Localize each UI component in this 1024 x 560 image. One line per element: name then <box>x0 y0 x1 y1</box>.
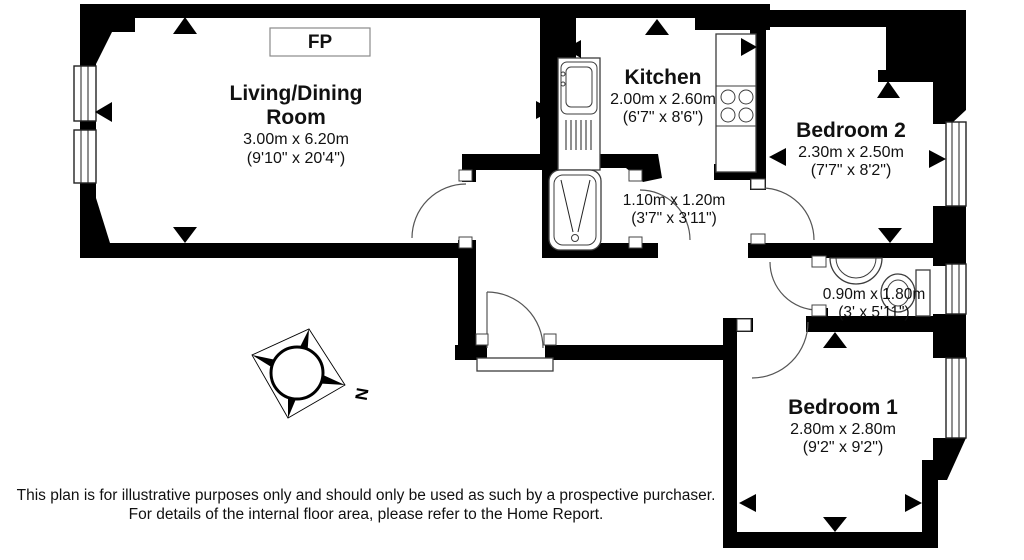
disclaimer-line1: This plan is for illustrative purposes only and should only be used as such by a prospective purchaser. <box>16 487 716 504</box>
compass-north-label: N <box>350 386 372 402</box>
bedroom2-dims-imperial: (7'7" x 8'2") <box>810 162 892 179</box>
living-room-label <box>230 82 363 167</box>
fireplace-label: FP <box>307 32 333 53</box>
disclaimer <box>17 487 716 523</box>
bedroom2-arrow-left <box>769 148 786 166</box>
kitchen-dims-imperial: (6'7" x 8'6") <box>622 109 704 126</box>
bathroom-label <box>623 192 726 227</box>
living-room-dims-imperial: (9'10" x 20'4") <box>246 150 346 167</box>
entrance-door <box>476 292 556 371</box>
living-arrow-left <box>95 102 112 122</box>
bathroom-dims-imperial: (3'7" x 3'11") <box>631 210 717 227</box>
bedroom1-dims-imperial: (9'2" x 9'2") <box>802 439 884 456</box>
bedroom1-dims-metric: 2.80m x 2.80m <box>790 421 896 438</box>
bedroom2-dims-metric: 2.30m x 2.50m <box>798 144 904 161</box>
entrance-step <box>477 358 553 371</box>
living-arrow-up <box>173 17 197 34</box>
bedroom2-arrow-down <box>878 228 902 243</box>
bedroom1-door <box>737 319 808 378</box>
living-window-2 <box>74 130 96 183</box>
disclaimer-line2: For details of the internal floor area, please refer to the Home Report. <box>128 506 604 523</box>
bedroom1-window <box>946 358 966 438</box>
kitchen-arrow-up <box>645 19 669 35</box>
wc-dims-metric: 0.90m x 1.80m <box>822 286 926 303</box>
bedroom1-name: Bedroom 1 <box>788 396 898 419</box>
compass-circle <box>271 347 323 399</box>
bedroom2-name: Bedroom 2 <box>796 119 906 142</box>
bedroom1-label <box>788 396 898 456</box>
kitchen-dims-metric: 2.00m x 2.60m <box>610 91 716 108</box>
living-room-name-line1: Living/Dining <box>229 82 363 105</box>
wc-dims-imperial: (3' x 5'11") <box>838 304 910 321</box>
bedroom2-arrow-up <box>877 81 900 98</box>
living-room-name-line2: Room <box>266 106 326 129</box>
bedroom2-door <box>751 179 814 244</box>
compass <box>252 329 372 418</box>
bathroom-dims-metric: 1.10m x 1.20m <box>622 192 726 209</box>
kitchen-hob-unit <box>716 34 756 172</box>
bedroom1-arrow-left <box>739 494 756 512</box>
bedroom1-arrow-up <box>823 332 847 348</box>
walls <box>80 4 966 548</box>
bedroom2-label <box>796 119 906 179</box>
wc-window <box>946 264 966 314</box>
living-arrow-down <box>173 227 197 243</box>
kitchen-sink-unit <box>558 58 600 170</box>
bedroom2-arrow-right <box>929 150 946 168</box>
bedroom2-window <box>946 122 966 206</box>
kitchen-label <box>610 66 716 126</box>
living-room-dims-metric: 3.00m x 6.20m <box>243 131 349 148</box>
wc-door <box>770 256 826 316</box>
bathtub <box>549 170 601 250</box>
bathroom-door <box>629 170 690 248</box>
living-window-1 <box>74 66 96 121</box>
kitchen-name: Kitchen <box>624 66 702 89</box>
bedroom1-arrow-down <box>823 517 847 532</box>
fireplace <box>270 28 370 56</box>
bedroom1-arrow-right <box>905 494 922 512</box>
